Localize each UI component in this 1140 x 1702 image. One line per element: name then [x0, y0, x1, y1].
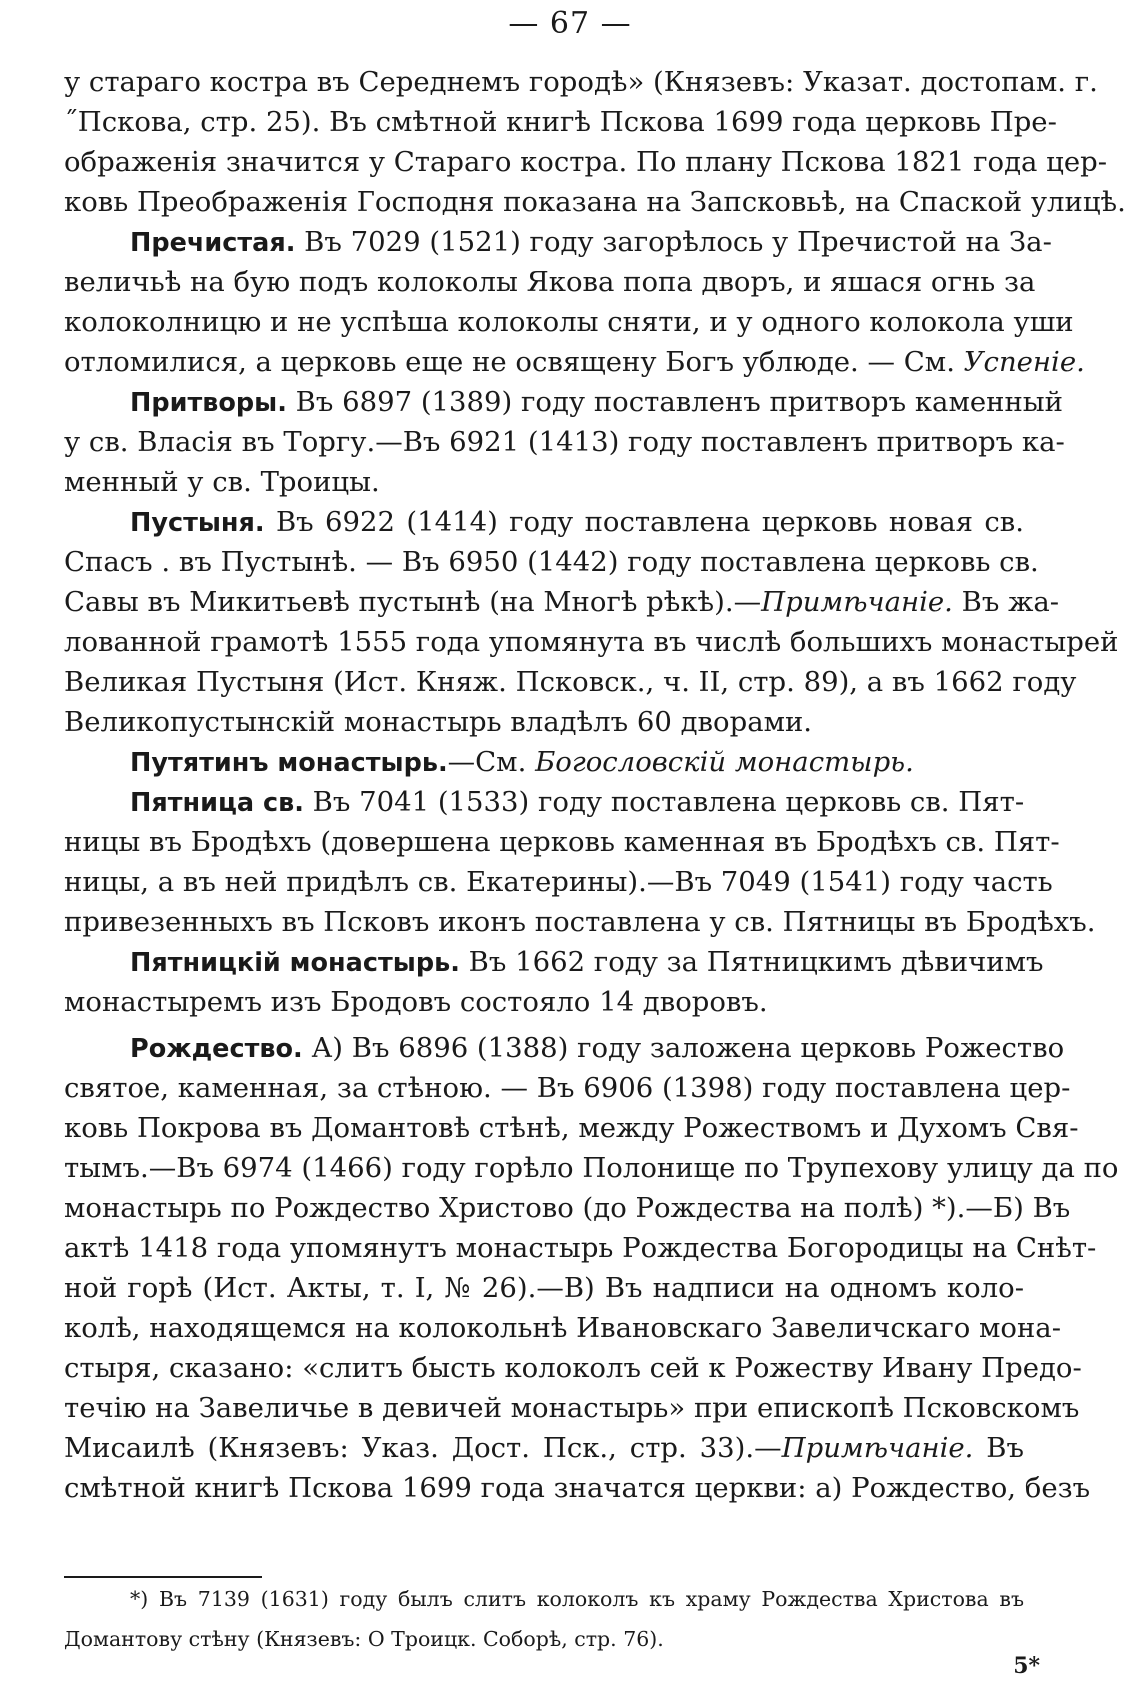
body-text [64, 62, 1126, 1508]
text-line: Великая Пустыня (Ист. Княж. Псковск., ч. II, стр. 89), а въ 1662 году [64, 666, 1077, 698]
entry-rozhdestvo: Рождество. А) Въ 6896 (1388) году заложена церковь Рожество [130, 1032, 1065, 1064]
entry-heading: Рождество. [130, 1034, 303, 1064]
text-line: колоколницю и не успѣша колоколы сняти, и у одного колокола уши [64, 306, 1074, 338]
text-line: лованной грамотѣ 1555 года упомянута въ числѣ большихъ монастырей [64, 626, 1119, 658]
text-line: стыря, сказано: «слитъ бысть колоколъ сей к Рожеству Ивану Предо- [64, 1352, 1082, 1384]
footnote-divider [64, 1576, 262, 1578]
entry-heading: Притворы. [130, 388, 287, 418]
entry-heading: Пятница св. [130, 788, 304, 818]
note-label: Примѣчаніе. [761, 586, 953, 618]
footnote-line: Домантову стѣну (Князевъ: О Троицк. Соборѣ, стр. 76). [64, 1627, 664, 1651]
signature-mark: 5* [1013, 1653, 1040, 1679]
entry-prechistaya: Пречистая. Въ 7029 (1521) году загорѣлось у Пречистой на За- [130, 226, 1052, 258]
entry-pyatnitskiy: Пятницкій монастырь. Въ 1662 году за Пятницкимъ дѣвичимъ [130, 946, 1044, 978]
entry-pyatnitsa: Пятница св. Въ 7041 (1533) году поставлена церковь св. Пят- [130, 786, 1025, 818]
text-line: течію на Завеличье в девичей монастырь» при епископѣ Псковскомъ [64, 1392, 1080, 1424]
text-line: у стараго костра въ Середнемъ городѣ» (Князевъ: Указат. достопам. г. [64, 66, 1098, 98]
text-line: святое, каменная, за стѣною. — Въ 6906 (1398) году поставлена цер- [64, 1072, 1071, 1104]
text-line: колѣ, находящемся на колокольнѣ Ивановскаго Завеличскаго мона- [64, 1312, 1061, 1344]
text-line: Мисаилѣ (Князевъ: Указ. Дост. Пск., стр. 33).—Примѣчаніе. Въ [64, 1432, 1024, 1464]
entry-putyatin: Путятинъ монастырь.—См. Богословскій монастырь. [130, 746, 914, 778]
footnote-line: *) Въ 7139 (1631) году былъ слитъ колоколъ къ храму Рождества Христова въ [130, 1587, 1024, 1611]
text-line: величьѣ на бую подъ колоколы Якова попа дворъ, и яшася огнь за [64, 266, 1036, 298]
text-line: Савы въ Микитьевѣ пустынѣ (на Многѣ рѣкѣ).—Примѣчаніе. Въ жа- [64, 586, 1060, 618]
cross-reference: Успеніе. [963, 346, 1085, 378]
entry-heading: Пятницкій монастырь. [130, 948, 460, 978]
text-line: ницы въ Бродѣхъ (довершена церковь каменная въ Бродѣхъ св. Пят- [64, 826, 1060, 858]
entry-heading: Пречистая. [130, 228, 296, 258]
text-line: тымъ.—Въ 6974 (1466) году горѣло Полонище по Трупехову улицу да по [64, 1152, 1119, 1184]
text-line: ной горѣ (Ист. Акты, т. I, № 26).—В) Въ надписи на одномъ коло- [64, 1272, 1024, 1304]
text-line: отломилися, а церковь еще не освящену Богъ ублюде. — См. Успеніе. [64, 346, 1085, 378]
footnote [64, 1580, 1024, 1660]
text-line: Великопустынскій монастырь владѣлъ 60 дворами. [64, 706, 813, 738]
text-line: смѣтной книгѣ Пскова 1699 года значатся церкви: а) Рождество, безъ [64, 1472, 1091, 1504]
page-number: — 67 — [508, 6, 632, 41]
entry-pustynya: Пустыня. Въ 6922 (1414) году поставлена церковь новая св. [130, 506, 1024, 538]
cross-reference: Богословскій монастырь. [535, 746, 914, 778]
text-line: ковь Покрова въ Домантовѣ стѣнѣ, между Рожествомъ и Духомъ Свя- [64, 1112, 1079, 1144]
text-line: Спасъ . въ Пустынѣ. — Въ 6950 (1442) году поставлена церковь св. [64, 546, 1039, 578]
text-line: ковь Преображенія Господня показана на Запсковьѣ, на Спаской улицѣ. [64, 186, 1126, 218]
text-line: привезенныхъ въ Псковъ иконъ поставлена у св. Пятницы въ Бродѣхъ. [64, 906, 1096, 938]
entry-pritvory: Притворы. Въ 6897 (1389) году поставленъ притворъ каменный [130, 386, 1063, 418]
entry-heading: Пустыня. [130, 508, 265, 538]
text-line: у св. Власія въ Торгу.—Въ 6921 (1413) году поставленъ притворъ ка- [64, 426, 1065, 458]
text-line: ницы, а въ ней придѣлъ св. Екатерины).—Въ 7049 (1541) году часть [64, 866, 1053, 898]
text-line: ображенія значится у Стараго костра. По плану Пскова 1821 года цер- [64, 146, 1108, 178]
entry-heading: Путятинъ монастырь. [130, 748, 448, 778]
note-label: Примѣчаніе. [781, 1432, 974, 1464]
text-line: менный у св. Троицы. [64, 466, 380, 498]
text-line: ˝Пскова, стр. 25). Въ смѣтной книгѣ Пскова 1699 года церковь Пре- [64, 106, 1057, 138]
text-line: монастырь по Рождество Христово (до Рождества на полѣ) *).—Б) Въ [64, 1192, 1071, 1224]
text-line: актѣ 1418 года упомянутъ монастырь Рождества Богородицы на Снѣт- [64, 1232, 1097, 1264]
text-line: монастыремъ изъ Бродовъ состояло 14 дворовъ. [64, 986, 768, 1018]
